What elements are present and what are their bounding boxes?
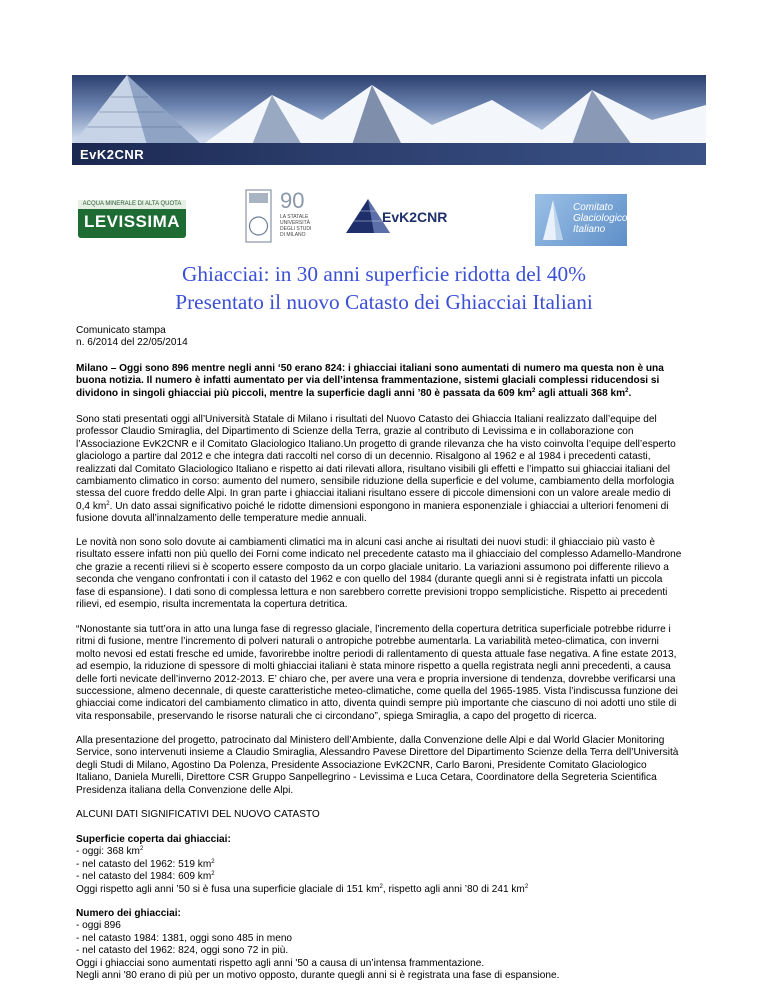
surface-line <box>76 846 694 858</box>
superscript: 2 <box>211 858 215 865</box>
superscript: 2 <box>532 387 536 394</box>
para4-line: Presidenza italiana della Convenzione delle Alpi. <box>76 784 294 796</box>
headline-2: Presentato il nuovo Catasto dei Ghiacciai Italiani <box>175 290 593 314</box>
para3-line: ghiacciai come indicatori del cambiamento climatico in atto, diventa quindi sempre più importante che ciascuno di noi adotti uno stile di <box>76 698 677 710</box>
para3-line: delle forti nevicate dell’inverno 2012-2013. E’ chiaro che, per avere una vera e propria inversione di tendenza, dovrebbe verificarsi una <box>76 673 676 685</box>
press-number: n. 6/2014 del 22/05/2014 <box>76 337 188 349</box>
para2-line: seconda che vengano confrontati i con il catasto del 1962 e con quello del 1984 (durante quegli anni si è registrata infatti un piccola <box>76 574 663 586</box>
levissima-tagline: ACQUA MINERALE DI ALTA QUOTA <box>78 200 186 209</box>
unimi-number: 90 <box>280 188 305 213</box>
evk2cnr-name: EvK2CNR <box>382 209 448 225</box>
para1-line: realizzati dal Comitato Glaciologico Italiano e rispetto ai dati rilevati allora, risultano visibili gli effetti e l’impatto sui ghiacciai italiani del <box>76 463 670 475</box>
superscript: 2 <box>211 871 215 878</box>
number-line: - nel catasto del 1962: 824, oggi sono 72 in più. <box>76 945 289 957</box>
para3-line: molto nevosi ed estati fresche ed umide, favorirebbe inoltre periodi di rallentamento di questa attuale fase negativa. A fine estate 2013, <box>76 648 677 660</box>
number-line: - oggi 896 <box>76 920 121 932</box>
surface-line <box>76 884 694 896</box>
superscript: 2 <box>379 883 383 890</box>
lead-line-3 <box>76 388 694 400</box>
headline-1: Ghiacciai: in 30 anni superficie ridotta del 40% <box>182 262 586 286</box>
press-info <box>76 325 694 350</box>
section-title: ALCUNI DATI SIGNIFICATIVI DEL NUOVO CATASTO <box>76 809 320 820</box>
number-line: - nel catasto 1984: 1381, oggi sono 485 in meno <box>76 932 293 944</box>
para3-line: successione, almeno decennale, di queste caratteristiche meteo-climatiche, come quella del 1965-1985. Vista l’indiscussa funzione dei <box>76 686 678 698</box>
para1-line: glaciologo a partire dal 2012 e che integra dati raccolti nel corso di un decennio. Risalgono al 1962 e al 1984 i precedenti catasti, <box>76 451 651 463</box>
surface-line <box>76 859 694 871</box>
para2-line: che grazie a recenti rilievi si è scoperto essere composto da un corpo glaciale unitario. La variazioni assumono poi differente rilievo a <box>76 561 669 573</box>
unimi-logo <box>245 188 325 246</box>
para1-line <box>76 501 694 513</box>
lead-line-3a: dividono in singoli ghiacciai più piccoli, mentre la superficie dagli anni ’80 è passata da 609 km <box>76 387 533 399</box>
lead-line-3c: . <box>628 387 632 399</box>
banner-bar <box>72 143 706 165</box>
para1-line: cambiamento climatico in corso: aumento del numero, sensibile riduzione della superficie e del volume, cambiamento della morfologia <box>76 476 675 488</box>
para4-line: degli Studi di Milano, Agostino Da Polenza, Presidente Associazione EvK2CNR, Carlo Baroni, Presidente Comitato Glaciologico <box>76 759 647 771</box>
number-heading: Numero dei ghiacciai: <box>76 908 181 919</box>
surface-line <box>76 871 694 883</box>
number-line: Negli anni '80 erano di più per un motivo opposto, durante quegli anni si è registrata una fase di espansione. <box>76 970 560 982</box>
para4-line: Service, sono intervenuti insieme a Claudio Smiraglia, Alessandro Pavese Direttore del Dipartimento Scienze della Terra dell’Università <box>76 747 679 759</box>
surface-line-3: - nel catasto del 1984: 609 km <box>76 871 212 883</box>
cgi-text-2: Glaciologico <box>573 213 628 224</box>
levissima-name: LEVISSIMA <box>83 212 181 231</box>
para3-line: vita responsabile, preservando le risorse naturali che ci circondano”, spiega Smiraglia, a capo del progetto di ricerca. <box>76 710 597 722</box>
para2-line: rilievi, ed esempio, risulta incrementata la copertura detritica. <box>76 599 348 611</box>
para1-line: stessa del cuore freddo delle Alpi. In gran parte i ghiacciai italiani risultano essere di piccole dimensioni con un valore areale medio di <box>76 488 671 500</box>
cgi-logo <box>535 194 627 246</box>
surface-block <box>76 834 694 896</box>
para2-line: Le novità non sono solo dovute ai cambiamenti climatici ma in alcuni casi anche ai risultati dei nuovi studi: il ghiacciaio più vasto è <box>76 537 656 548</box>
press-label: Comunicato stampa <box>76 325 166 336</box>
superscript: 2 <box>625 387 629 394</box>
para2-line: fase di espansione). I dati sono di complessa lettura e non sarebbero corrette previsioni troppo semplicistiche. Rispetto ai precedenti <box>76 586 668 598</box>
para2-line: risultato essere infatti non più quello dei Forni come indicato nel precedente catasto ma il ghiacciaio del complesso Adamello-Mandrone <box>76 549 682 561</box>
body-paragraph-1 <box>76 414 694 526</box>
surface-heading: Superficie coperta dai ghiacciai: <box>76 834 231 845</box>
unimi-text-2: UNIVERSITÀ <box>280 220 311 226</box>
superscript: 2 <box>139 846 144 853</box>
levissima-logo <box>78 200 186 238</box>
para1-line: professor Claudio Smiraglia, del Dipartimento di Scienze della Terra, grazie al contributo di Levissima e in collaborazione con <box>76 426 634 438</box>
evk2cnr-logo <box>342 195 446 239</box>
lead-paragraph <box>76 363 694 400</box>
para1-line: l’Associazione EvK2CNR e il Comitato Glaciologico Italiano.Un progetto di grande rilevanza che ha visto coinvolta l’equipe dell’esperto <box>76 438 676 450</box>
body-paragraph-2 <box>76 537 694 611</box>
para4-line: Alla presentazione del progetto, patrocinato dal Ministero dell’Ambiente, dalla Convenzione delle Alpi e dal World Glacier Monitoring <box>76 735 665 746</box>
surface-line-4a: Oggi rispetto agli anni ’50 si è fusa una superficie glaciale di 151 km <box>76 883 380 895</box>
unimi-text-1: LA STATALE <box>280 214 309 220</box>
unimi-text-3: DEGLI STUDI <box>280 226 312 232</box>
surface-line-1: - oggi: 368 km <box>76 846 140 858</box>
para1-line-8a: 0,4 km <box>76 500 107 512</box>
lead-line-2: buona notizia. Il numero è infatti aumentato per via dell’intensa frammentazione, sistemi glaciali complessi riducendosi si <box>76 375 660 387</box>
lead-line-1: Milano – Oggi sono 896 mentre negli anni ‘50 erano 824: i ghiacciai italiani sono aumentati di numero ma questa non è una <box>76 363 664 374</box>
para1-line-8b: . Un dato assai significativo poiché le ridotte dimensioni espongono in maniera esponenziale i ghiacciai a ulteriori fenomeni di <box>109 500 669 512</box>
cgi-text-1: Comitato <box>573 202 614 213</box>
para1-line: Sono stati presentati oggi all’Università Statale di Milano i risultati del Nuovo Catasto dei Ghiaccia Italiani realizzato dall’equipe del <box>76 414 657 425</box>
para3-line: ad esempio, la riduzione di spessore di molti ghiacciai italiani è stata minore rispetto a quella registrata negli anni precedenti, a causa <box>76 661 671 673</box>
para4-line: Italiano, Daniela Murelli, Direttore CSR Gruppo Sanpellegrino - Levissima e Luca Cetara, Coordinatore della Segreteria Scientifica <box>76 772 657 784</box>
superscript: 2 <box>106 500 110 507</box>
cgi-text-3: Italiano <box>573 224 606 235</box>
header-banner <box>72 75 706 165</box>
para3-line: ritmi di fusione, mentre l’incremento di polveri naturali o antropiche potrebbe aumentarla. La variabilità meteo-climatica, con inverni <box>76 636 659 648</box>
unimi-text-4: DI MILANO <box>280 232 306 238</box>
body-paragraph-3 <box>76 624 694 723</box>
surface-line-2: - nel catasto del 1962: 519 km <box>76 858 212 870</box>
number-line: Oggi i ghiacciai sono aumentati rispetto agli anni '50 a causa di un’intensa frammentazione. <box>76 957 485 969</box>
number-block <box>76 908 694 982</box>
body-paragraph-4 <box>76 735 694 797</box>
lead-line-3b: agli attuali 368 km <box>535 387 626 399</box>
surface-line-4b: , rispetto agli anni ’80 di 241 km <box>382 883 525 895</box>
superscript: 2 <box>524 883 529 890</box>
para1-line: fusione dovuta all’innalzamento delle temperature medie annuali. <box>76 513 367 525</box>
para3-line: “Nonostante sia tutt’ora in atto una lunga fase di regresso glaciale, l’incremento della copertura detritica superficiale potrebbe ridurre i <box>76 624 671 635</box>
banner-brand: EvK2CNR <box>80 147 145 162</box>
